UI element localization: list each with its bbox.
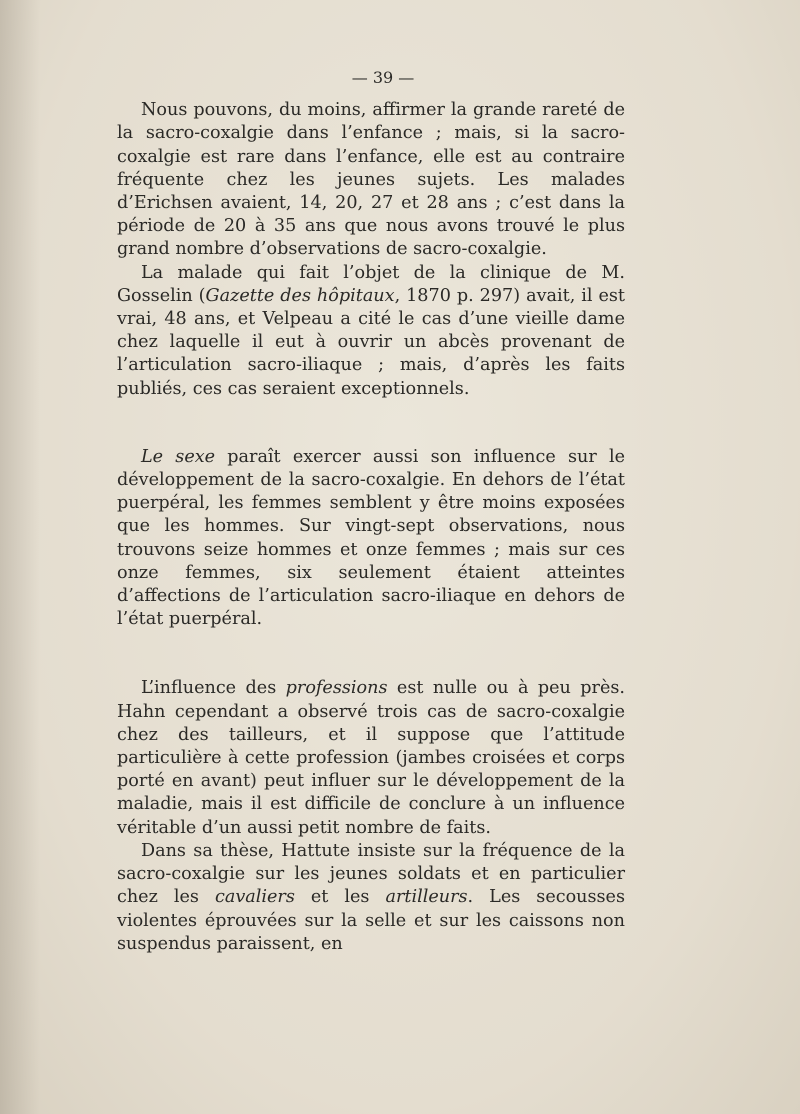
paragraph-professions-keyword: professions [285,678,388,699]
paragraph-professions [117,677,625,839]
paragraph-spacer [117,401,625,446]
paragraph-spacer [117,631,625,677]
paragraph-hattute-after: . Les secousses violentes éprouvées sur la selle et sur les caissons non suspendus paraissent, en [117,887,626,954]
page-text-block [117,66,625,956]
paragraph-gosselin-before: La malade qui fait l’objet de la clinique de M. Gosselin ( [117,262,625,306]
paragraph-gosselin-after: , 1870 p. 297) avait, il est vrai, 48 ans, et Velpeau a cité le cas d’une vieille dame chez laquelle il eut à ouvrir un abcès provenant de l’articulation sacro-iliaque ; mais, d’après les faits publiés, ces cas seraient exceptionnels. [117,285,625,399]
keyword-cavaliers: cavaliers [214,887,295,908]
paragraph-hattute-middle: et les [294,887,386,908]
paragraph-professions-before: L’influence des [141,678,286,699]
paragraph-sexe-text: paraît exercer aussi son influence sur le développement de la sacro-coxalgie. En dehors de l’état puerpéral, les femmes semblent y être moins exposées que les hommes. Sur vingt-sept observations, nous trouvons seize hommes et onze femmes ; mais sur ces onze femmes, six seulement étaient atteintes d’affections de l’articulation sacro-iliaque en dehors de l’état puerpéral. [117,446,625,630]
paragraph-hattute [117,840,625,956]
paragraph-hattute-before: Dans sa thèse, Hattute insiste sur la fréquence de la sacro-coxalgie sur les jeunes soldats et en particulier chez les [117,840,625,908]
paragraph-sexe [117,446,625,632]
keyword-artilleurs: artilleurs [385,887,468,908]
journal-title: Gazette des hôpitaux [205,285,395,306]
paragraph-age [117,99,625,261]
paragraph-professions-after: est nulle ou à peu près. Hahn cependant a observé trois cas de sacro-coxalgie chez des tailleurs, et il suppose que l’attitude particulière à cette profession (jambes croisées et corps porté en avant) peut influer sur le développement de la maladie, mais il est difficile de conclure à un influence véritable d’un aussi petit nombre de faits. [117,678,625,838]
paragraph-gosselin [117,262,625,401]
page-number: — 39 — [351,68,415,87]
paragraph-age-text: Nous pouvons, du moins, affirmer la grande rareté de la sacro-coxalgie dans l’enfance ; mais, si la sacro-coxalgie est rare dans l’enfance, elle est au contraire fréquente chez les jeunes sujets. Les malades d’Erichsen avaient, 14, 20, 27 et 28 ans ; c’est dans la période de 20 à 35 ans que nous avons trouvé le plus grand nombre d’observations de sacro-coxalgie. [117,100,625,260]
page-edge-shadow [0,0,40,1114]
paragraph-sexe-keyword: Le sexe [141,446,216,467]
